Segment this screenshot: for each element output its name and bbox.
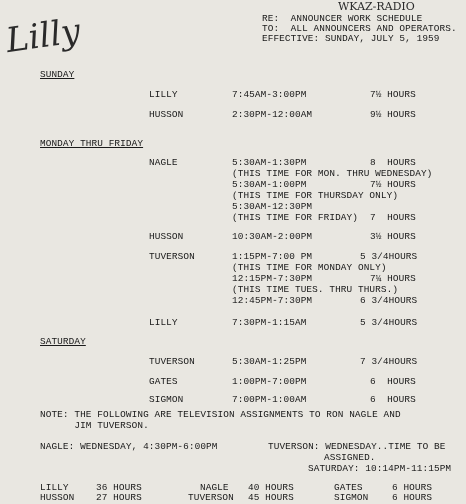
weekday-nagle-note-1: (THIS TIME FOR MON. THRU WEDNESDAY) bbox=[232, 168, 433, 179]
handwritten-name: Lilly bbox=[3, 11, 83, 61]
weekday-husson-hours: 3½ HOURS bbox=[370, 231, 416, 242]
weekday-husson-time: 10:30AM-2:00PM bbox=[232, 231, 313, 242]
note-line-2: JIM TUVERSON. bbox=[40, 420, 149, 431]
sunday-heading: SUNDAY bbox=[40, 69, 75, 80]
total-hours: 45 HOURS bbox=[248, 492, 294, 503]
weekday-lilly-name: LILLY bbox=[149, 317, 178, 328]
total-name: LILLY bbox=[40, 482, 69, 493]
weekday-nagle-hours-1: 8 HOURS bbox=[370, 157, 416, 168]
weekday-husson-name: HUSSON bbox=[149, 231, 184, 242]
total-name: NAGLE bbox=[200, 482, 229, 493]
weekday-tuverson-hours-1: 5 3/4HOURS bbox=[360, 251, 418, 262]
weekday-tuverson-name: TUVERSON bbox=[149, 251, 195, 262]
weekday-nagle-note-3: (THIS TIME FOR FRIDAY) bbox=[232, 212, 358, 223]
weekday-nagle-hours-2: 7½ HOURS bbox=[370, 179, 416, 190]
tv-tuverson-2: ASSIGNED. bbox=[324, 452, 376, 463]
total-name: SIGMON bbox=[334, 492, 369, 503]
tv-tuverson-1: TUVERSON: WEDNESDAY..TIME TO BE bbox=[268, 441, 446, 452]
weekday-tuverson-hours-2: 7¼ HOURS bbox=[370, 273, 416, 284]
total-name: TUVERSON bbox=[188, 492, 234, 503]
tv-tuverson-3: SATURDAY: 10:14PM-11:15PM bbox=[308, 463, 452, 474]
weekday-tuverson-note-2: (THIS TIME TUES. THRU THURS.) bbox=[232, 284, 399, 295]
total-hours: 36 HOURS bbox=[96, 482, 142, 493]
saturday-row-name: SIGMON bbox=[149, 394, 184, 405]
saturday-row-name: GATES bbox=[149, 376, 178, 387]
saturday-row-hours: 7 3/4HOURS bbox=[360, 356, 418, 367]
weekday-tuverson-hours-3: 6 3/4HOURS bbox=[360, 295, 418, 306]
sunday-row-hours: 9½ HOURS bbox=[370, 109, 416, 120]
total-name: HUSSON bbox=[40, 492, 75, 503]
weekday-nagle-hours-3: 7 HOURS bbox=[370, 212, 416, 223]
saturday-row-time: 1:00PM-7:00PM bbox=[232, 376, 307, 387]
handwritten-station: WKAZ-RADIO bbox=[338, 0, 415, 13]
weekday-tuverson-time-1: 1:15PM-7:00 PM bbox=[232, 251, 313, 262]
sunday-row-hours: 7½ HOURS bbox=[370, 89, 416, 100]
saturday-row-hours: 6 HOURS bbox=[370, 376, 416, 387]
total-hours: 6 HOURS bbox=[392, 482, 433, 493]
total-name: GATES bbox=[334, 482, 363, 493]
weekday-nagle-time-2: 5:30AM-1:00PM bbox=[232, 179, 307, 190]
weekday-lilly-time: 7:30PM-1:15AM bbox=[232, 317, 307, 328]
weekday-nagle-name: NAGLE bbox=[149, 157, 178, 168]
total-hours: 6 HOURS bbox=[392, 492, 433, 503]
saturday-row-time: 7:00PM-1:00AM bbox=[232, 394, 307, 405]
tv-nagle: NAGLE: WEDNESDAY, 4:30PM-6:00PM bbox=[40, 441, 218, 452]
note-line-1: NOTE: THE FOLLOWING ARE TELEVISION ASSIGNMENTS TO RON NAGLE AND bbox=[40, 409, 401, 420]
saturday-row-hours: 6 HOURS bbox=[370, 394, 416, 405]
saturday-row-time: 5:30AM-1:25PM bbox=[232, 356, 307, 367]
saturday-row-name: TUVERSON bbox=[149, 356, 195, 367]
header-re: RE: ANNOUNCER WORK SCHEDULE bbox=[262, 13, 423, 24]
total-hours: 27 HOURS bbox=[96, 492, 142, 503]
sunday-row-name: HUSSON bbox=[149, 109, 184, 120]
weekday-nagle-time-3: 5:30AM-12:30PM bbox=[232, 201, 313, 212]
weekday-nagle-note-2: (THIS TIME FOR THURSDAY ONLY) bbox=[232, 190, 399, 201]
saturday-heading: SATURDAY bbox=[40, 336, 86, 347]
weekday-nagle-time-1: 5:30AM-1:30PM bbox=[232, 157, 307, 168]
weekday-lilly-hours: 5 3/4HOURS bbox=[360, 317, 418, 328]
weekday-tuverson-time-2: 12:15PM-7:30PM bbox=[232, 273, 313, 284]
total-hours: 40 HOURS bbox=[248, 482, 294, 493]
header-to: TO: ALL ANNOUNCERS AND OPERATORS. bbox=[262, 23, 457, 34]
weekday-tuverson-note-1: (THIS TIME FOR MONDAY ONLY) bbox=[232, 262, 387, 273]
header-effective: EFFECTIVE: SUNDAY, JULY 5, 1959 bbox=[262, 33, 440, 44]
weekday-heading: MONDAY THRU FRIDAY bbox=[40, 138, 144, 149]
sunday-row-time: 2:30PM-12:00AM bbox=[232, 109, 313, 120]
weekday-tuverson-time-3: 12:45PM-7:30PM bbox=[232, 295, 313, 306]
sunday-row-name: LILLY bbox=[149, 89, 178, 100]
sunday-row-time: 7:45AM-3:00PM bbox=[232, 89, 307, 100]
